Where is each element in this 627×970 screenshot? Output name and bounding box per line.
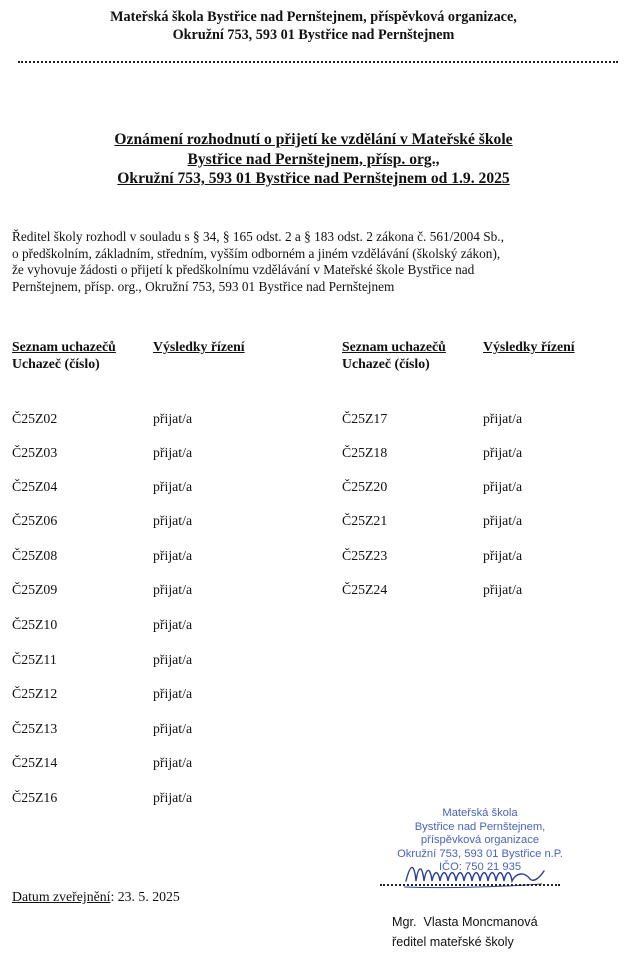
intro-line-4: Pernštejnem, přísp. org., Okružní 753, 593 01 Bystřice nad Pernštejnem	[12, 278, 395, 294]
applicant-result: přijat/a	[153, 548, 193, 563]
left-vysledky-heading: Výsledky řízení	[153, 339, 245, 354]
title-line-1: Oznámení rozhodnutí o přijetí ke vzdělání v Mateřské škole	[114, 131, 513, 148]
applicant-id: Č25Z16	[12, 790, 58, 805]
applicant-result: přijat/a	[153, 652, 193, 667]
applicant-id: Č25Z20	[342, 479, 388, 494]
applicant-id: Č25Z08	[12, 548, 58, 563]
applicant-result: přijat/a	[483, 479, 523, 494]
applicant-result: přijat/a	[153, 411, 193, 426]
applicant-id: Č25Z10	[12, 617, 58, 632]
applicant-id: Č25Z09	[12, 582, 58, 597]
applicant-id: Č25Z11	[12, 652, 57, 667]
stamp-line-3: příspěvková organizace	[420, 834, 540, 847]
stamp-line-5: IČO: 750 21 935	[438, 861, 522, 874]
signer-block	[392, 912, 538, 952]
applicant-result: přijat/a	[153, 686, 193, 701]
right-seznam-heading: Seznam uchazečů	[342, 339, 446, 354]
applicant-id: Č25Z02	[12, 411, 58, 426]
school-header	[0, 8, 627, 44]
title-line-2: Bystřice nad Pernštejnem, přísp. org.,	[187, 150, 440, 168]
header-divider	[18, 61, 618, 69]
applicant-result: přijat/a	[483, 513, 523, 528]
applicant-result: přijat/a	[153, 445, 193, 460]
applicant-result: přijat/a	[483, 582, 523, 597]
right-vysledky-heading: Výsledky řízení	[483, 339, 575, 354]
applicant-result: přijat/a	[153, 513, 193, 528]
stamp-line-4: Okružní 753, 593 01 Bystřice n.P.	[397, 847, 563, 860]
date-label: Datum zveřejnění	[12, 889, 111, 904]
title-line-3: Okružní 753, 593 01 Bystřice nad Pernštejnem od 1.9. 2025	[117, 170, 510, 187]
stamp-line-2: Bystřice nad Pernštejnem,	[414, 820, 546, 833]
applicant-id: Č25Z14	[12, 755, 58, 770]
signer-role: ředitel mateřské školy	[392, 935, 514, 949]
applicant-id: Č25Z03	[12, 445, 58, 460]
applicant-result: přijat/a	[153, 582, 193, 597]
applicant-result: přijat/a	[483, 411, 523, 426]
date-value: : 23. 5. 2025	[110, 889, 180, 904]
signature-line	[380, 884, 560, 886]
header-line-1: Mateřská škola Bystřice nad Pernštejnem, příspěvková organizace,	[110, 9, 517, 25]
applicant-result: přijat/a	[483, 445, 523, 460]
right-uchazec-heading: Uchazeč (číslo)	[342, 356, 430, 371]
applicant-id: Č25Z12	[12, 686, 58, 701]
left-uchazec-heading: Uchazeč (číslo)	[12, 356, 100, 371]
intro-line-3: že vyhovuje žádosti o přijetí k předškolnímu vzdělávání v Mateřské škole Bystřice nad	[12, 262, 475, 277]
signer-name: Mgr. Vlasta Moncmanová	[392, 915, 538, 929]
applicant-id: Č25Z24	[342, 582, 388, 597]
applicant-result: přijat/a	[153, 617, 193, 632]
right-results-header	[483, 338, 575, 355]
intro-line-2: o předškolním, základním, středním, vyšším odborném a jiném vzdělávání (školský zákon),	[12, 245, 501, 261]
applicant-id: Č25Z21	[342, 513, 388, 528]
right-list-header	[342, 338, 446, 372]
applicant-id: Č25Z18	[342, 445, 388, 460]
decision-paragraph	[12, 229, 617, 295]
document-title	[0, 130, 627, 189]
applicant-result: přijat/a	[153, 479, 193, 494]
left-seznam-heading: Seznam uchazečů	[12, 339, 116, 354]
applicant-id: Č25Z04	[12, 479, 58, 494]
applicant-id: Č25Z13	[12, 721, 58, 736]
publication-date	[12, 889, 180, 905]
applicant-result: přijat/a	[483, 548, 523, 563]
applicant-id: Č25Z17	[342, 411, 388, 426]
left-results-header	[153, 338, 245, 355]
applicant-result: přijat/a	[153, 790, 193, 805]
applicant-id: Č25Z06	[12, 513, 58, 528]
intro-line-1: Ředitel školy rozhodl v souladu s § 34, § 165 odst. 2 a § 183 odst. 2 zákona č. 561/2004 Sb.,	[12, 229, 504, 244]
stamp-line-1: Mateřská škola	[442, 807, 518, 819]
applicant-result: přijat/a	[153, 721, 193, 736]
header-line-2: Okružní 753, 593 01 Bystřice nad Pernštejnem	[172, 27, 455, 43]
left-list-header	[12, 338, 116, 372]
applicant-result: přijat/a	[153, 755, 193, 770]
applicant-id: Č25Z23	[342, 548, 388, 563]
